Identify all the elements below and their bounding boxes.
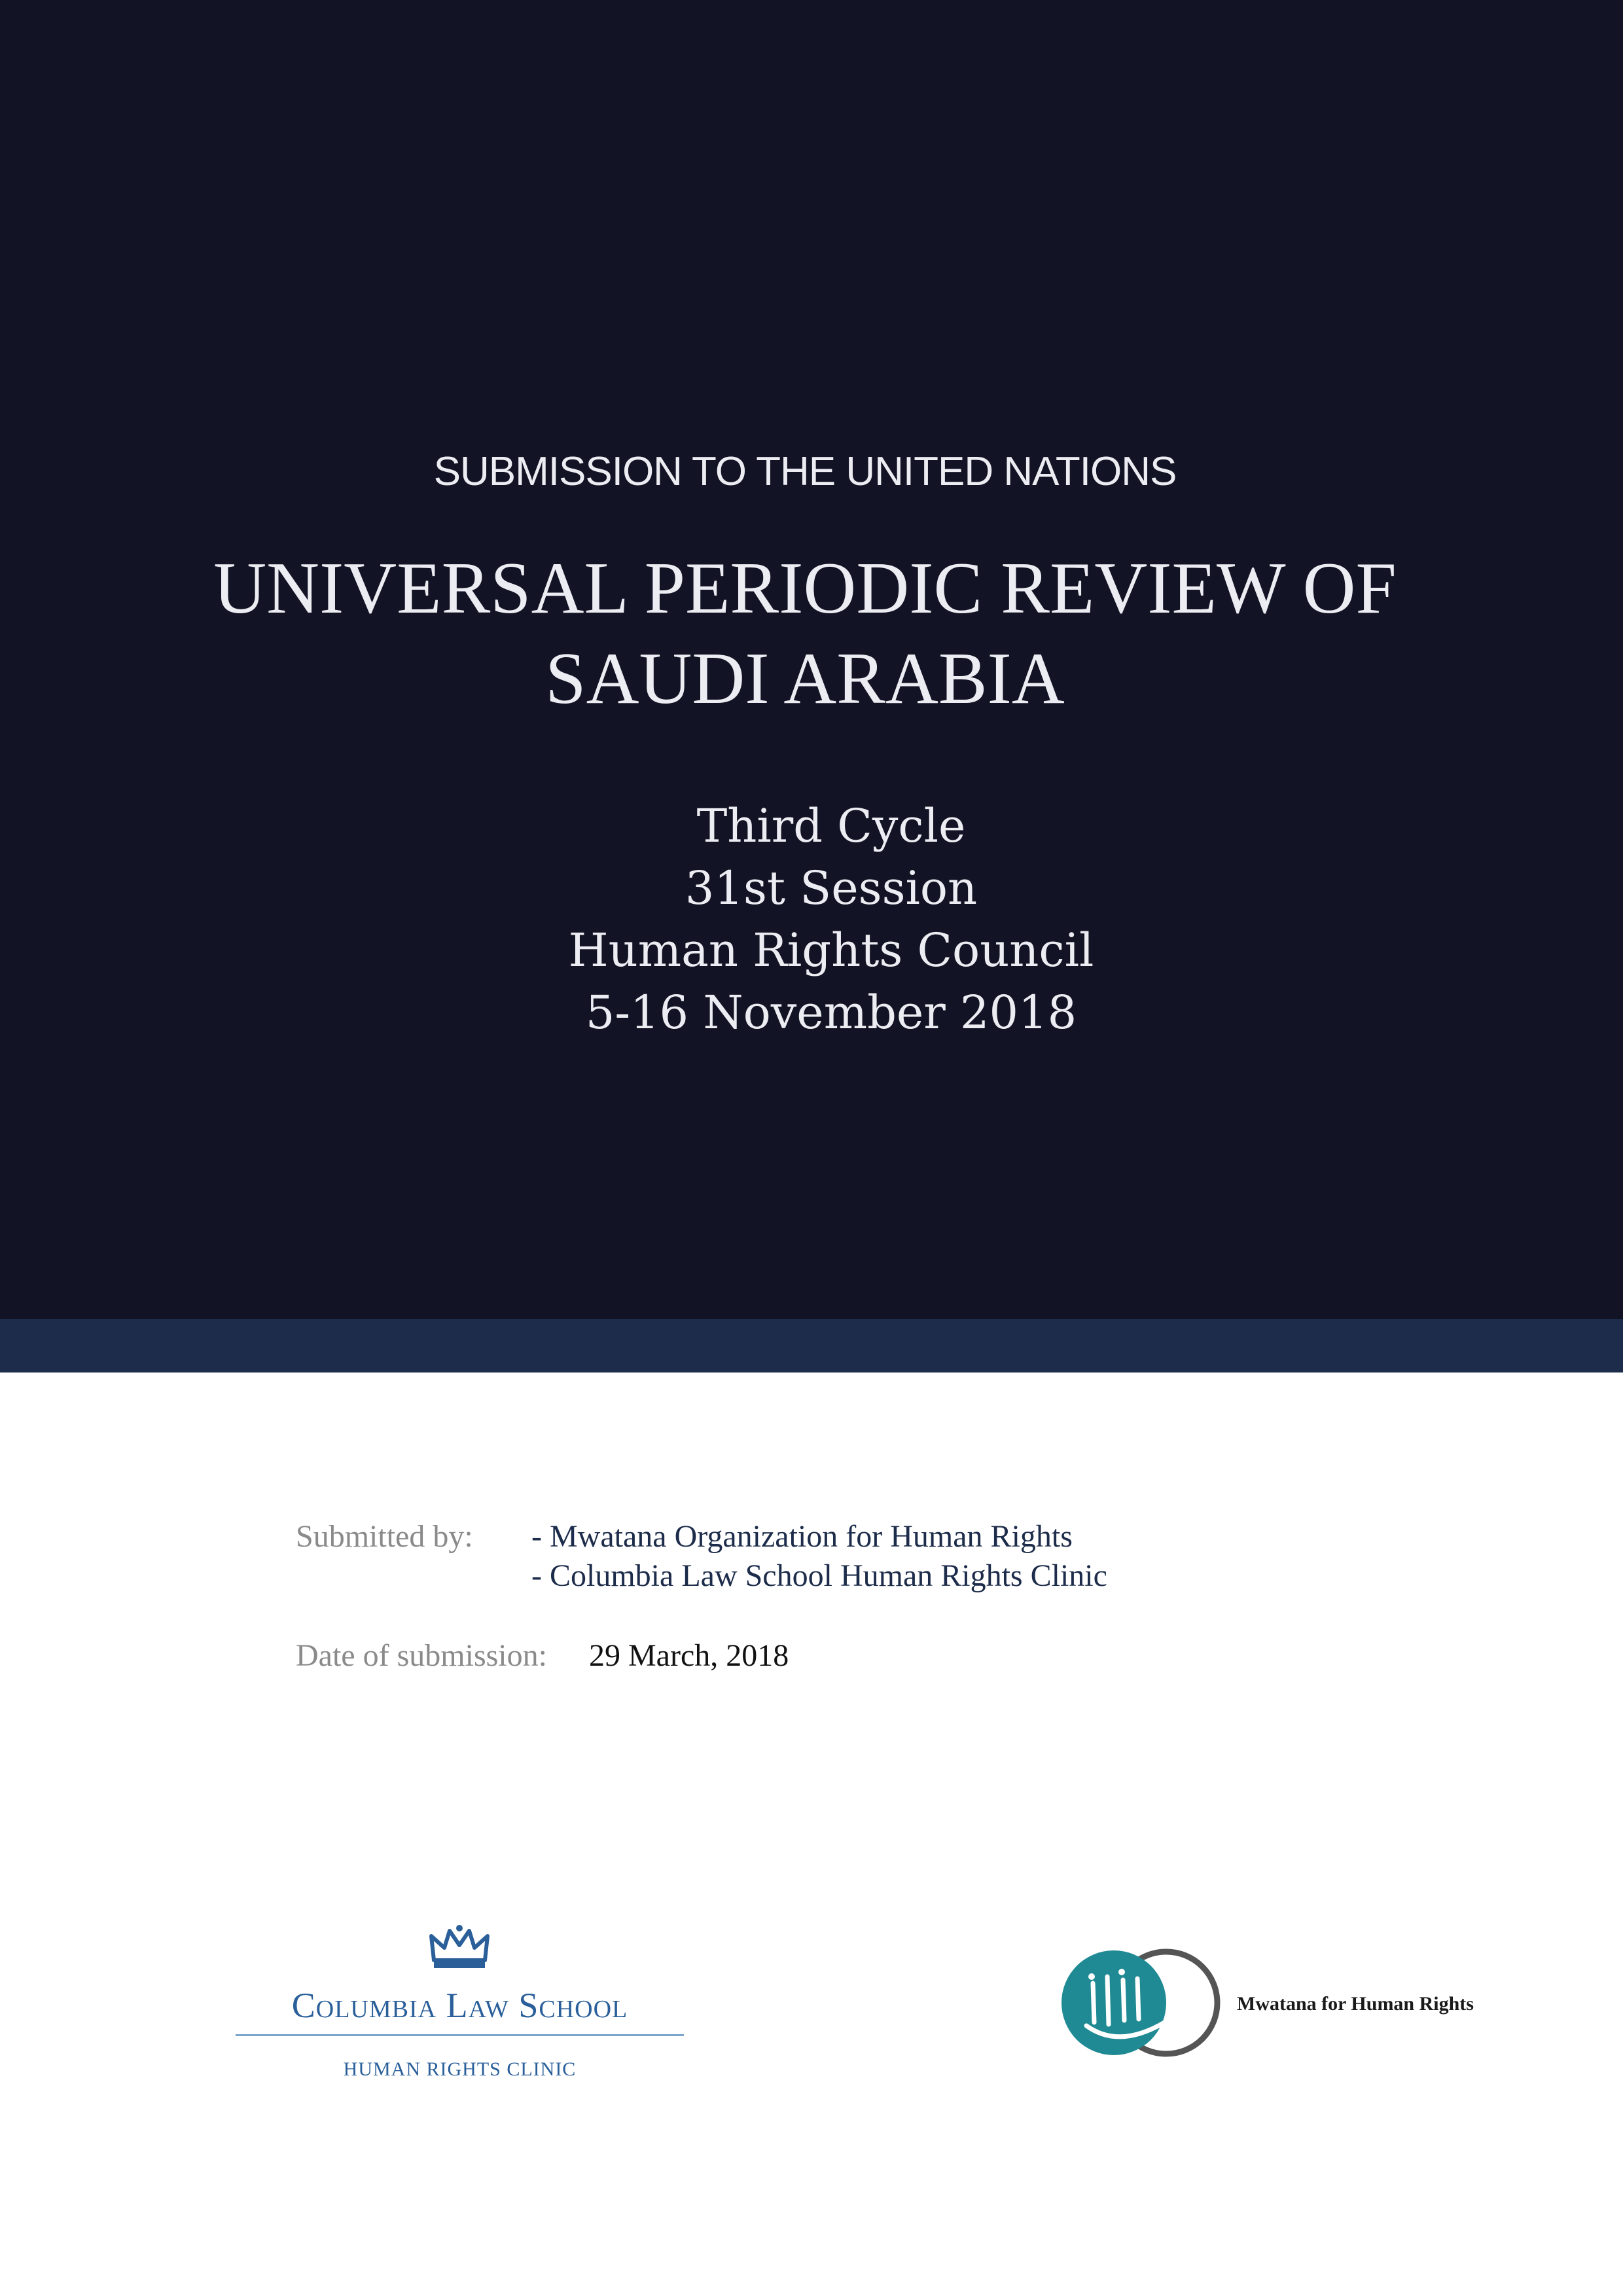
date-label: Date of submission: <box>296 1638 547 1673</box>
columbia-clinic: HUMAN RIGHTS CLINIC <box>343 2058 577 2080</box>
columbia-law-school-logo <box>236 1924 684 2088</box>
submitted-by-label: Submitted by: <box>296 1519 473 1554</box>
columbia-rule <box>236 2034 684 2036</box>
mwatana-logo <box>1060 1947 1492 2065</box>
council-text: Human Rights Council <box>568 924 1094 977</box>
crown-icon <box>429 1924 491 1970</box>
session-dates: 5-16 November 2018 <box>585 986 1077 1039</box>
session-text: 31st Session <box>685 861 978 915</box>
session-details <box>20 795 1623 1044</box>
page-title <box>0 543 1616 724</box>
submitter-mwatana: - Mwatana Organization for Human Rights <box>531 1519 1073 1554</box>
title-line-2: SAUDI ARABIA <box>545 638 1065 719</box>
cycle-text: Third Cycle <box>696 799 966 853</box>
columbia-name: Columbia Law School <box>291 1986 628 2025</box>
submission-date: 29 March, 2018 <box>589 1638 789 1673</box>
title-line-1: UNIVERSAL PERIODIC REVIEW OF <box>213 548 1397 629</box>
mwatana-emblem-icon <box>1060 1947 1224 2065</box>
mwatana-name: Mwatana for Human Rights <box>1237 1993 1474 2015</box>
submission-kicker: SUBMISSION TO THE UNITED NATIONS <box>433 449 1177 494</box>
submitter-columbia: - Columbia Law School Human Rights Clinic <box>531 1558 1107 1593</box>
cover-divider-band <box>0 1319 1623 1372</box>
